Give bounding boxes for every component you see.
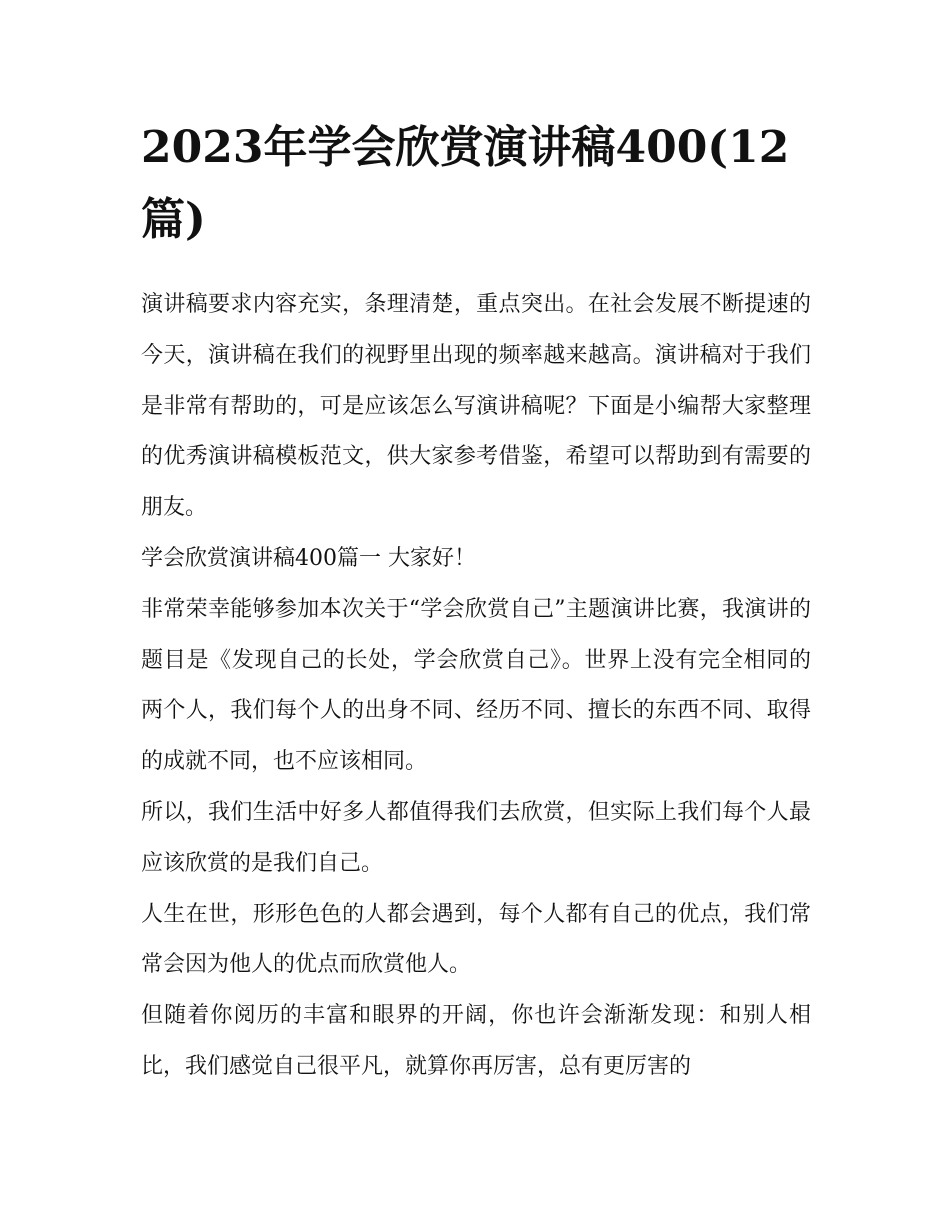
paragraph-body: 所以，我们生活中好多人都值得我们去欣赏，但实际上我们每个人最应该欣赏的是我们自己。 — [141, 799, 811, 876]
document-body — [141, 112, 811, 1093]
paragraph-body: 非常荣幸能够参加本次关于“学会欣赏自己”主题演讲比赛，我演讲的题目是《发现自己的长处，学会欣赏自己》。世界上没有完全相同的两个人，我们每个人的出身不同、经历不同、擅长的东西不同、取得的成就不同，也不应该相同。 — [141, 596, 811, 775]
paragraph-intro: 演讲稿要求内容充实，条理清楚，重点突出。在社会发展不断提速的今天，演讲稿在我们的视野里出现的频率越来越高。演讲稿对于我们是非常有帮助的，可是应该怎么写演讲稿呢？下面是小编帮大家整理的优秀演讲稿模板范文，供大家参考借鉴，希望可以帮助到有需要的朋友。 — [141, 292, 811, 521]
paragraph-body: 人生在世，形形色色的人都会遇到，每个人都有自己的优点，我们常常会因为他人的优点而欣赏他人。 — [141, 901, 811, 978]
paragraph-body: 但随着你阅历的丰富和眼界的开阔，你也许会渐渐发现：和别人相比，我们感觉自己很平凡，就算你再厉害，总有更厉害的 — [141, 1003, 811, 1079]
document-title: 2023年学会欣赏演讲稿400(12篇) — [141, 122, 790, 245]
paragraph-section-heading: 学会欣赏演讲稿400篇一 大家好！ — [141, 545, 476, 571]
